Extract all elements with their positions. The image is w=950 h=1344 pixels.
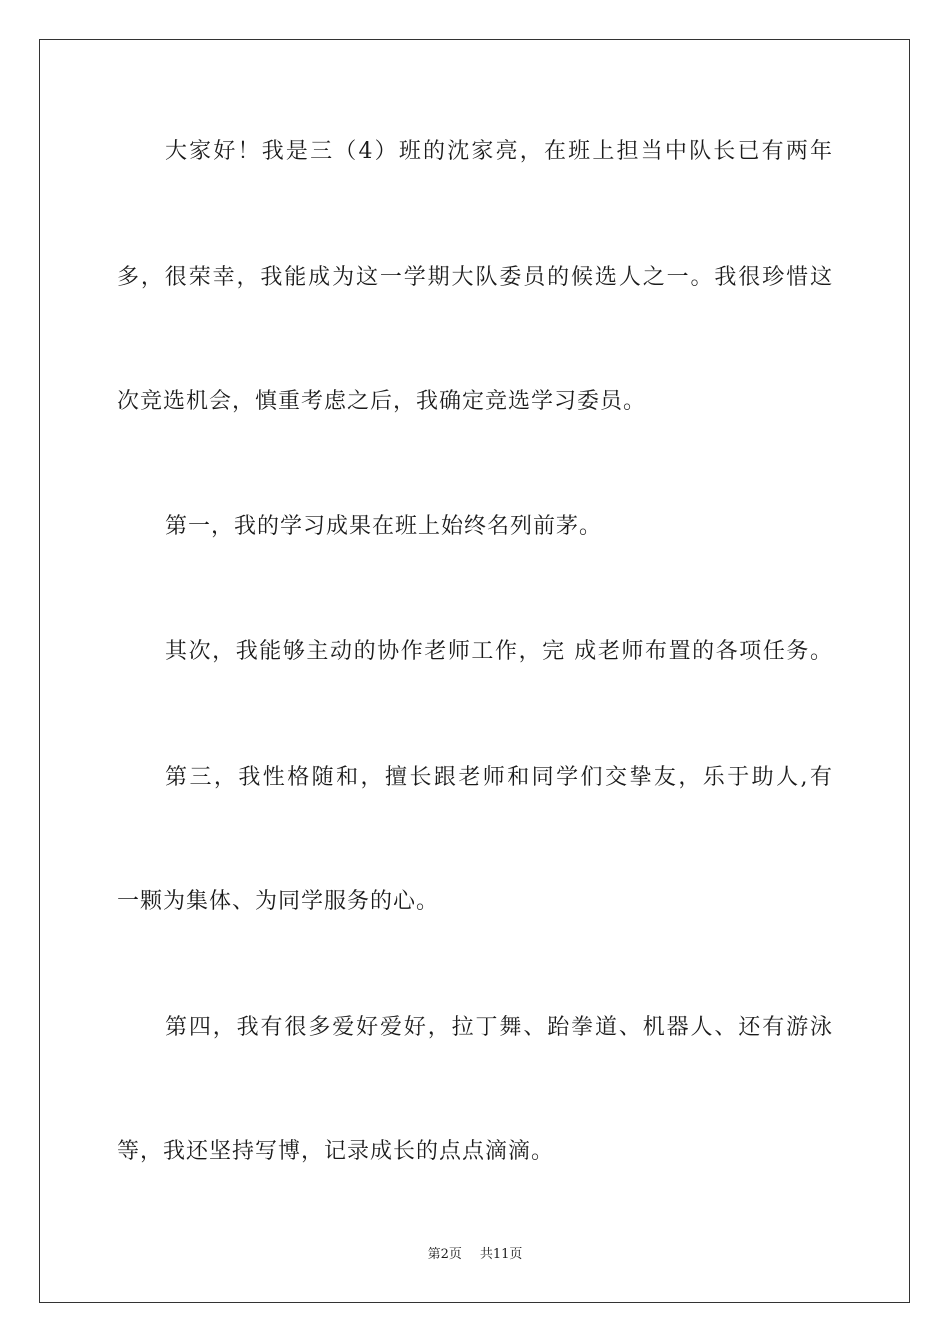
paragraph-line: 等，我还坚持写博，记录成长的点点滴滴。 — [117, 1139, 555, 1164]
page-total: 共11页 — [479, 1247, 523, 1262]
page-number: 第2页 — [427, 1247, 462, 1262]
paragraph-line: 第一，我的学习成果在班上始终名列前茅。 — [165, 514, 603, 539]
paragraph-line: 其次，我能够主动的协作老师工作，完 成老师布置的各项任务。 — [165, 639, 833, 664]
paragraph-line: 第四，我有很多爱好爱好，拉丁舞、跆拳道、机器人、还有游泳 — [165, 1015, 833, 1040]
paragraph-line: 多，很荣幸，我能成为这一学期大队委员的候选人之一。我很珍惜这 — [117, 265, 833, 290]
page-footer — [0, 1245, 950, 1265]
paragraph-line: 一颗为集体、为同学服务的心。 — [117, 889, 440, 914]
paragraph-line: 次竞选机会，慎重考虑之后，我确定竞选学习委员。 — [117, 389, 647, 414]
paragraph-line: 第三，我性格随和，擅长跟老师和同学们交挚友，乐于助人,有 — [165, 765, 833, 790]
paragraph-line: 大家好！我是三（4）班的沈家亮，在班上担当中队长已有两年 — [165, 139, 833, 164]
